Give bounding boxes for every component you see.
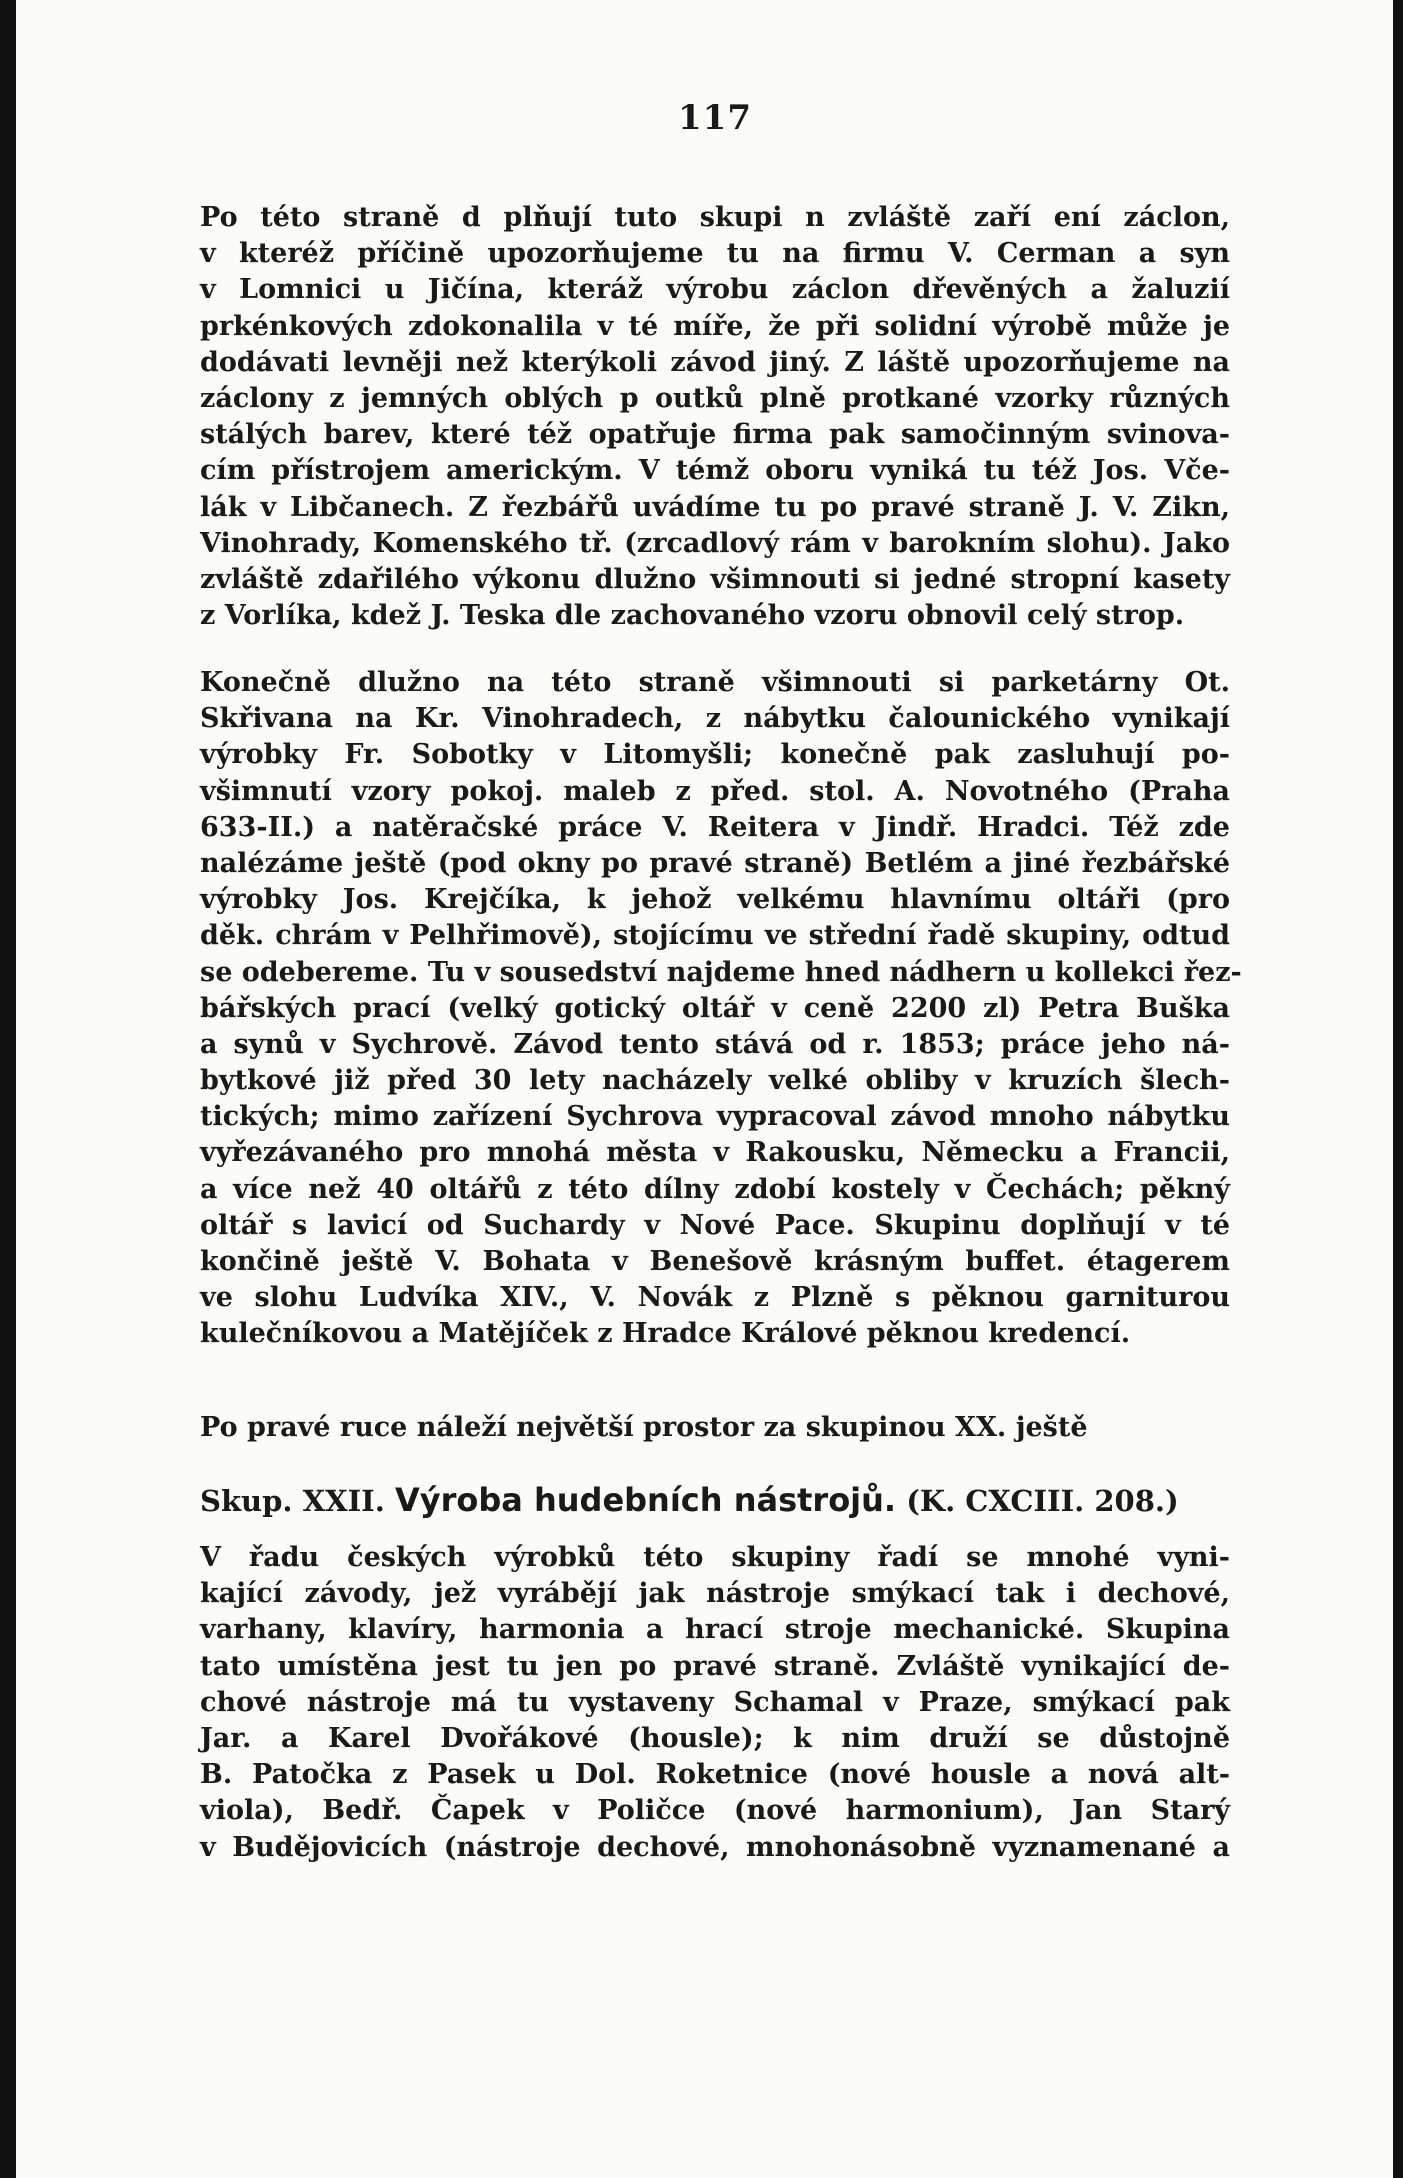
text-line: děk. chrám v Pelhřimově), stojícímu ve střední řadě skupiny, odtud [200,920,1230,952]
text-line: V řadu českých výrobků této skupiny řadí se mnohé vyni- [200,1542,1230,1573]
text-line: Jar. a Karel Dvořákové (housle); k nim druží se důstojně [200,1722,1230,1754]
page-edge-left [0,0,16,2178]
paragraph-instruments [200,1540,1230,1866]
text-line: dodávati levněji než kterýkoli závod jiný. Z láště upozorňujeme na [200,346,1230,378]
text-line: výrobky Fr. Sobotky v Litomyšli; konečně pak zasluhují po- [200,739,1230,771]
text-line: a synů v Sychrově. Závod tento stává od r. 1853; práce jeho ná- [200,1028,1230,1060]
text-line: tato umístěna jest tu jen po pravé straně. Zvláště vynikající de- [200,1650,1230,1682]
text-line: všimnutí vzory pokoj. maleb z před. stol. A. Novotného (Praha [200,775,1230,807]
text-line: z Vorlíka, kdež J. Teska dle zachovaného vzoru obnovil celý strop. [200,600,1185,632]
text-line: záclony z jemných oblých p outků plně protkané vzorky různých [200,382,1230,414]
text-line: prkénkových zdokonalila v té míře, že při solidní výrobě může je [200,310,1230,342]
text-line: v kteréž příčině upozorňujeme tu na firmu V. Cerman a syn [200,238,1230,270]
text-line: cím přístrojem americkým. V témž oboru vyniká tu též Jos. Vče- [200,455,1230,487]
text-line: oltář s lavicí od Suchardy v Nové Pace. Skupinu doplňují v té [200,1209,1230,1241]
section-heading-ref: (K. CXCIII. 208.) [906,1484,1179,1518]
text-line: vyřezávaného pro mnohá města v Rakousku, Německu a Francii, [200,1137,1230,1169]
text-line: 633-II.) a natěračské práce V. Reitera v Jindř. Hradci. Též zde [200,811,1230,843]
text-line: a více než 40 oltářů z této dílny zdobí kostely v Čechách; pěkný [200,1173,1230,1205]
text-line: tických; mimo zařízení Sychrova vypracoval závod mnoho nábytku [200,1101,1230,1133]
text-line: výrobky Jos. Krejčíka, k jehož velkému hlavnímu oltáři (pro [200,884,1230,916]
text-line: Vinohrady, Komenského tř. (zrcadlový rám v barokním slohu). Jako [200,527,1230,559]
text-line: stálých barev, které též opatřuje firma pak samočinným svinova- [200,419,1230,451]
transition-line: Po pravé ruce náleží největší prostor za skupinou XX. ještě [200,1412,1088,1443]
text-line: zvláště zdařilého výkonu dlužno všimnouti si jedné stropní kasety [200,563,1230,595]
text-line: Po této straně d plňují tuto skupi n zvláště zaří ení záclon, [200,202,1230,233]
text-line: se odebereme. Tu v sousedství najdeme hned nádhern u kollekci řez- [200,956,1242,988]
text-line: Skřivana na Kr. Vinohradech, z nábytku čalounického vynikají [200,703,1230,735]
section-heading [200,1480,1230,1521]
text-line: kulečníkovou a Matějíček z Hradce Králové pěknou kredencí. [200,1318,1131,1350]
text-line: viola), Bedř. Čapek v Poličce (nové harmonium), Jan Starý [200,1795,1230,1827]
paragraph-furniture [200,665,1242,1353]
paragraph-curtains [200,200,1230,634]
text-line: bářských prací (velký gotický oltář v ceně 2200 zl) Petra Buška [200,992,1230,1024]
text-line: nalézáme ještě (pod okny po pravé straně) Betlém a jiné řezbářské [200,847,1230,879]
text-line: Konečně dlužno na této straně všimnouti si parketárny Ot. [200,667,1230,698]
section-heading-prefix: Skup. XXII. [200,1484,385,1518]
section-heading-title: Výroba hudebních nástrojů. [394,1481,897,1519]
text-line: ve slohu Ludvíka XIV., V. Novák z Plzně s pěknou garniturou [200,1282,1230,1314]
text-line: bytkové již před 30 lety nacházely velké obliby v kruzích šlech- [200,1065,1230,1097]
text-line: kající závody, jež vyrábějí jak nástroje smýkací tak i dechové, [200,1578,1230,1610]
text-line: chové nástroje má tu vystaveny Schamal v Praze, smýkací pak [200,1686,1230,1718]
text-line: lák v Libčanech. Z řezbářů uvádíme tu po pravé straně J. V. Zikn, [200,491,1230,523]
page-edge-right [1393,0,1403,2178]
text-line: v Lomnici u Jičína, kteráž výrobu záclon dřevěných a žaluzií [200,274,1230,306]
text-line: varhany, klavíry, harmonia a hrací stroje mechanické. Skupina [200,1614,1230,1646]
text-line: končině ještě V. Bohata v Benešově krásným buffet. étagerem [200,1246,1230,1277]
text-line: v Budějovicích (nástroje dechové, mnohonásobně vyznamenané a [200,1831,1230,1863]
page-number: 117 [678,98,752,138]
text-line: B. Patočka z Pasek u Dol. Roketnice (nové housle a nová alt- [200,1759,1230,1791]
